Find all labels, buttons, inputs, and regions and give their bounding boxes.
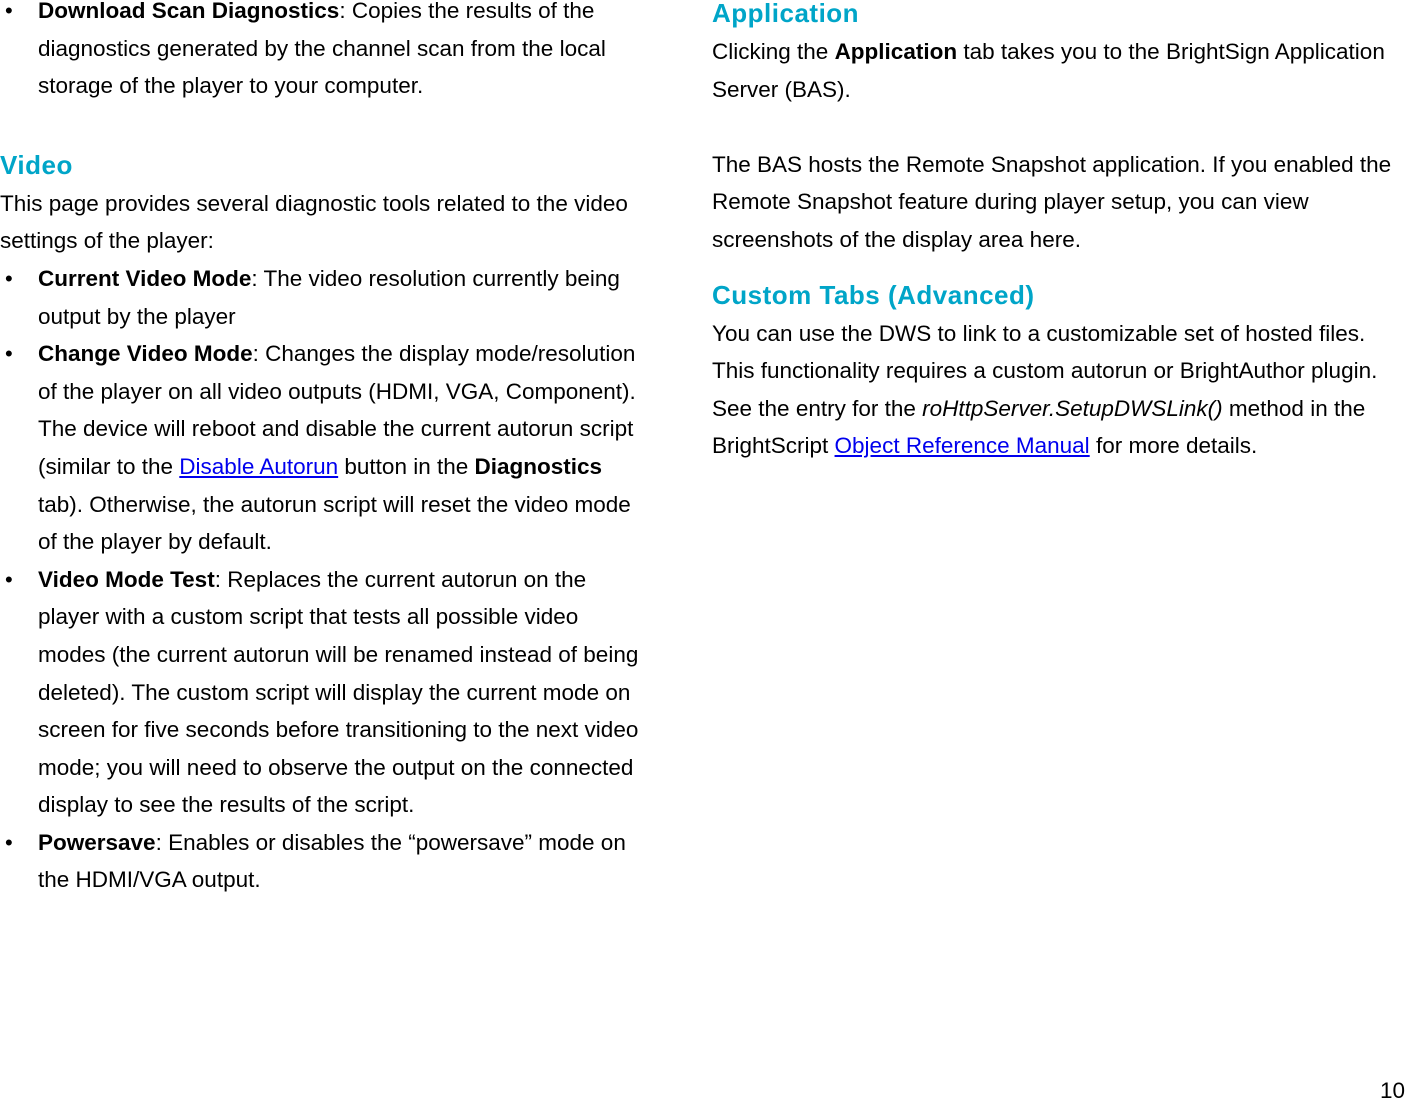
method-name: roHttpServer.SetupDWSLink()	[922, 395, 1223, 421]
section-heading-custom-tabs: Custom Tabs (Advanced)	[712, 279, 1035, 310]
section-heading-video: Video	[0, 149, 73, 180]
scan-diagnostics-list	[0, 0, 640, 105]
page-number: 10	[1379, 1078, 1405, 1103]
custom-tabs-paragraph	[712, 315, 1392, 465]
bullet-term: Powersave	[38, 829, 156, 855]
list-item	[0, 561, 640, 824]
bold-term: Application	[834, 39, 958, 64]
paragraph-text: for more details.	[1089, 433, 1258, 459]
bullet-term: Video Mode Test	[38, 566, 215, 592]
bullet-text: button in the	[338, 453, 475, 479]
section-heading-application: Application	[712, 0, 860, 28]
video-intro: This page provides several diagnostic tools related to the video settings of the player:	[0, 190, 628, 254]
paragraph-text: Clicking the	[712, 39, 835, 64]
object-reference-manual-link[interactable]: Object Reference Manual	[834, 433, 1090, 459]
bullet-text: : Copies the results of the diagnostics generated by the channel scan from the local storage of the player to your computer.	[38, 0, 606, 99]
bullet-term: Current Video Mode	[38, 265, 252, 291]
paragraph-text: method in the BrightScript	[712, 395, 1366, 459]
disable-autorun-link[interactable]: Disable Autorun	[179, 453, 339, 479]
list-item	[0, 335, 640, 561]
bullet-term: Diagnostics	[474, 453, 603, 479]
left-column	[0, 0, 640, 899]
bullet-text: : Enables or disables the “powersave” mode on the HDMI/VGA output.	[38, 829, 626, 893]
list-item	[0, 824, 640, 899]
bullet-term: Change Video Mode	[38, 341, 253, 367]
paragraph-text: You can use the DWS to link to a customizable set of hosted files. This functionality requires a custom autorun or BrightAuthor plugin. See the entry for the	[712, 320, 1378, 421]
video-tools-list	[0, 260, 640, 899]
bullet-text: : Replaces the current autorun on the player with a custom script that tests all possible video modes (the current autorun will be renamed instead of being deleted). The custom script will display the current mode on screen for five seconds before transitioning to the next video mode; you will need to observe the output on the connected display to see the results of the script.	[38, 566, 639, 818]
bullet-text: : Changes the display mode/resolution of the player on all video outputs (HDMI, VGA, Component). The device will reboot and disable the current autorun script (similar to the	[38, 341, 636, 479]
bullet-text: tab). Otherwise, the autorun script will reset the video mode of the player by default.	[38, 491, 631, 555]
right-column	[712, 0, 1392, 465]
application-paragraph-2: The BAS hosts the Remote Snapshot application. If you enabled the Remote Snapshot feature during player setup, you can view screenshots of the display area here.	[712, 151, 1392, 252]
list-item	[0, 0, 640, 105]
application-paragraph-1	[712, 33, 1392, 108]
bullet-term: Download Scan Diagnostics	[38, 0, 340, 23]
list-item	[0, 260, 640, 335]
paragraph-text: tab takes you to the BrightSign Application Server (BAS).	[712, 39, 1385, 102]
bullet-text: : The video resolution currently being output by the player	[38, 265, 620, 329]
